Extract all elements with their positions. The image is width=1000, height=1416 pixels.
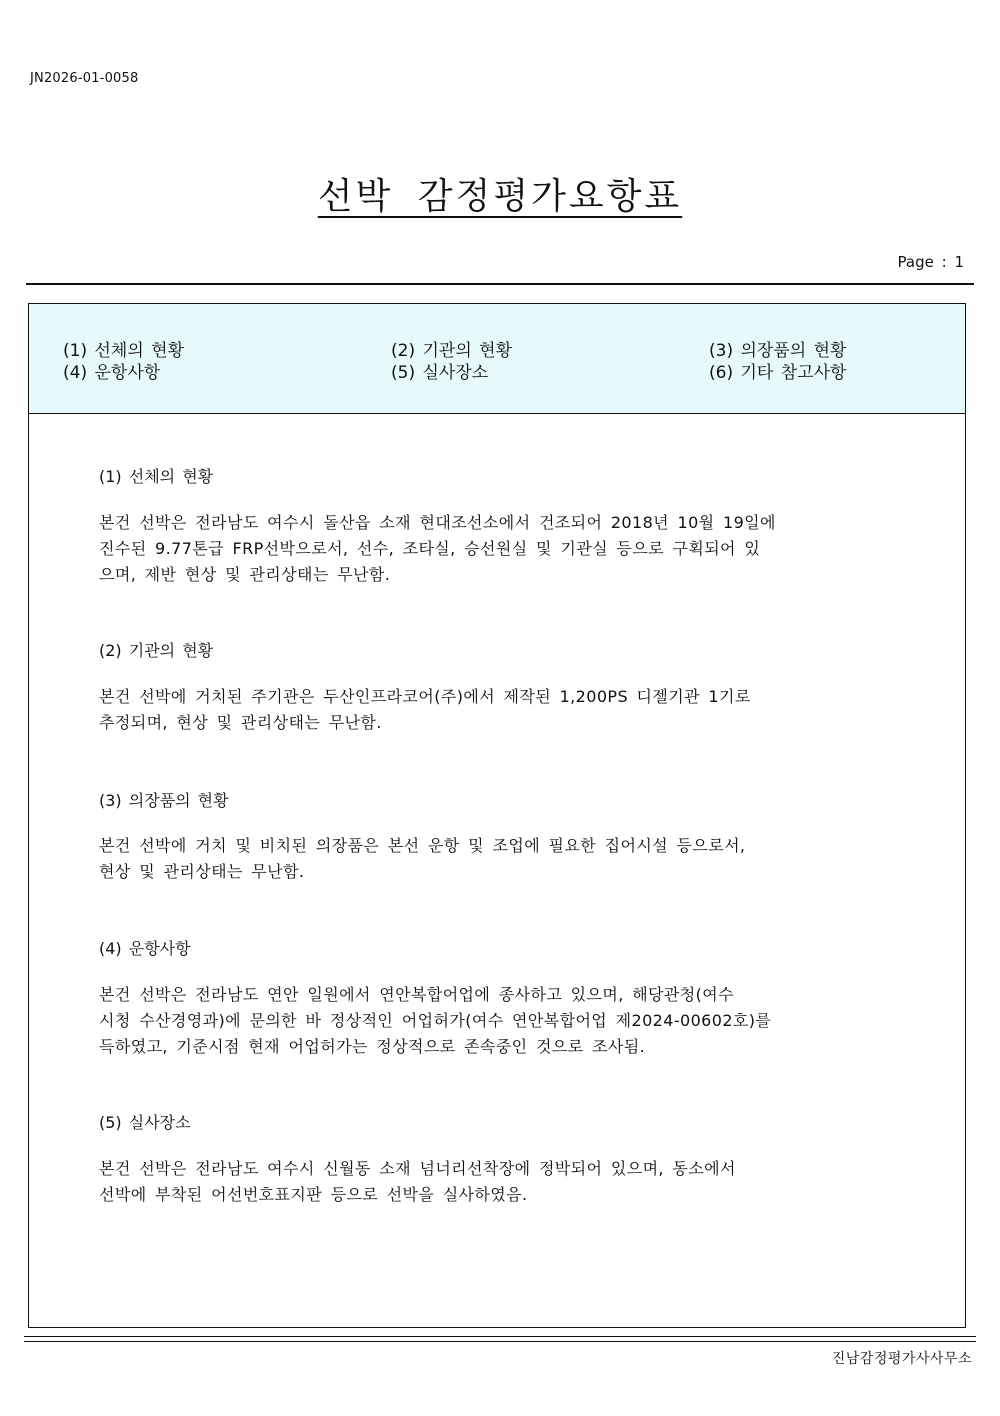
- document-number: JN2026-01-0058: [30, 71, 139, 86]
- section-body-operation: 본건 선박은 전라남도 연안 일원에서 연안복합어업에 종사하고 있으며, 해당관청(여수 시청 수산경영과)에 문의한 바 정상적인 어업허가(여수 연안복합어업 제2024-00602호)를 득하였고, 기준시점 현재 어업허가는 정상적으로 존속중인 것으로 조사됨.: [99, 985, 772, 1056]
- section-heading-hull: (1) 선체의 현황: [99, 467, 214, 486]
- section-body-engine: 본건 선박에 거치된 주기관은 두산인프라코어(주)에서 제작된 1,200PS 디젤기관 1기로 추정되며, 현상 및 관리상태는 무난함.: [99, 687, 751, 732]
- content-frame: [28, 303, 966, 1328]
- organization-name: 진남감정평가사사무소: [831, 1351, 972, 1367]
- toc-item-equipment: (3) 의장품의 현황: [709, 341, 847, 361]
- document-title: 선박 감정평가요항표: [317, 176, 683, 217]
- toc-item-engine: (2) 기관의 현황: [391, 341, 512, 361]
- toc-item-operation: (4) 운항사항: [63, 363, 161, 383]
- page-label: Page : 1: [897, 253, 964, 271]
- section-body-hull: 본건 선박은 전라남도 여수시 돌산읍 소재 현대조선소에서 건조되어 2018년 10월 19일에 진수된 9.77톤급 FRP선박으로서, 선수, 조타실, 승선원실 및 기관실 등으로 구획되어 있 으며, 제반 현상 및 관리상태는 무난함.: [99, 513, 776, 584]
- section-heading-inspection-site: (5) 실사장소: [99, 1113, 191, 1132]
- document-title-wrapper: [0, 168, 1000, 219]
- toc-item-other-notes: (6) 기타 참고사항: [709, 363, 847, 383]
- bottom-divider-secondary: [24, 1341, 976, 1342]
- section-heading-equipment: (3) 의장품의 현황: [99, 791, 229, 810]
- table-of-contents: [29, 304, 965, 414]
- section-heading-engine: (2) 기관의 현황: [99, 641, 214, 660]
- top-divider: [26, 283, 974, 285]
- bottom-divider: [24, 1336, 976, 1337]
- section-heading-operation: (4) 운항사항: [99, 939, 191, 958]
- toc-item-hull: (1) 선체의 현황: [63, 341, 184, 361]
- toc-item-inspection-site: (5) 실사장소: [391, 363, 489, 383]
- section-body-inspection-site: 본건 선박은 전라남도 여수시 신월동 소재 넘너리선착장에 정박되어 있으며, 동소에서 선박에 부착된 어선번호표지판 등으로 선박을 실사하였음.: [99, 1159, 736, 1204]
- section-body-equipment: 본건 선박에 거치 및 비치된 의장품은 본선 운항 및 조업에 필요한 집어시설 등으로서, 현상 및 관리상태는 무난함.: [99, 836, 746, 881]
